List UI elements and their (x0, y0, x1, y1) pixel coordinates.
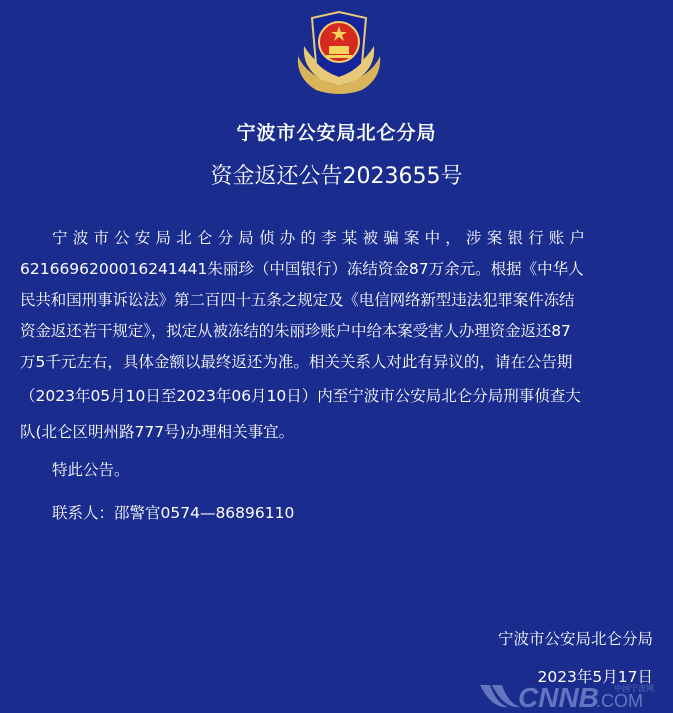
body-line-7: 队(北仑区明州路777号)办理相关事宜。 (20, 423, 295, 441)
org-title: 宁波市公安局北仑分局 (236, 122, 437, 144)
body-line-4: 资金返还若干规定》，拟定从被冻结的朱丽珍账户中给本案受害人办理资金返还87 (20, 322, 571, 340)
contact-text: 联系人：邵警官0574—86896110 (52, 504, 295, 522)
cnnb-watermark-logo (478, 681, 668, 711)
body-line-1 (52, 228, 653, 248)
svg-text:CNNB: CNNB (518, 682, 599, 711)
notice-title: 资金返还公告2023655号 (210, 164, 463, 189)
body-line-1-text: 宁波市公安局北仑分局侦办的李某被骗案中，涉案银行账户 (52, 229, 591, 247)
body-line-3: 民共和国刑事诉讼法》第二百四十五条之规定及《电信网络新型违法犯罪案件冻结 (20, 291, 575, 309)
closing-text: 特此公告。 (52, 461, 130, 479)
police-emblem-icon (292, 6, 386, 98)
body-line-2: 6216696200016241441朱丽珍（中国银行）冻结资金87万余元。根据《中华人 (20, 260, 584, 278)
body-line-5: 万5千元左右，具体金额以最终返还为准。相关关系人对此有异议的，请在公告期 (20, 353, 573, 371)
svg-text:.COM: .COM (596, 691, 643, 711)
signoff-date: 2023年5月17日 (537, 668, 653, 686)
signoff-org: 宁波市公安局北仑分局 (497, 630, 653, 648)
svg-text:中国宁波网: 中国宁波网 (614, 684, 654, 693)
body-line-6: （2023年05月10日至2023年06月10日）内至宁波市公安局北仑分局刑事侦查大 (20, 387, 581, 405)
